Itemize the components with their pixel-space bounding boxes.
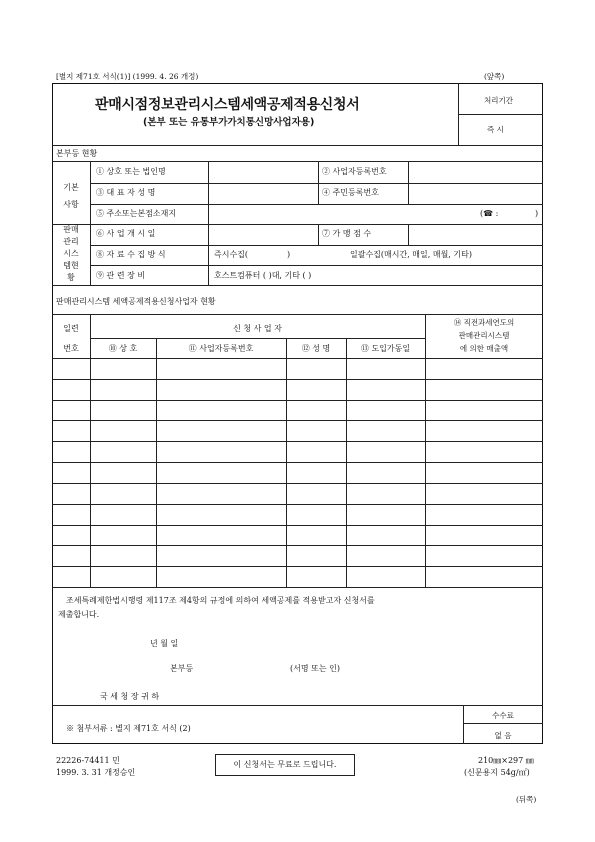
table-row [52,566,543,567]
hq-section-heading: 본부등 현황 [56,149,98,158]
processing-period-value: 즉 시 [487,125,504,134]
table-row [52,420,543,421]
table-row [52,441,543,442]
address-label: ⑤ 주소또는본점소재지 [96,209,177,218]
declaration-line-2: 제출합니다. [58,610,100,619]
applicant-hq-label: 본부등 [170,664,194,673]
table-row [52,483,543,484]
form-subtitle: (본부 또는 유통부가가치통신망사업자용) [143,117,315,128]
realtime-collection-option: 즉시수집( [214,250,249,259]
basic-info-group-label: 기본 사항 [63,183,79,209]
business-reg-number-label: ② 사업자등록번호 [322,167,387,176]
form-title: 판매시점정보관리시스템세액공제적용신청서 [95,97,360,113]
company-name-label: ① 상호 또는 법인명 [96,167,166,176]
free-notice-box [215,754,355,776]
page-side-label: (앞쪽) [484,72,505,81]
approval-date: 1999. 3. 31 개정승인 [56,768,136,777]
paper-type: (신문용지 54g/㎡) [464,768,530,777]
franchise-count-label: ⑦ 가 맹 점 수 [322,229,372,238]
table-row [52,504,543,505]
attachment-note: ※ 첨부서류 : 별지 제71호 서식 (2) [66,724,191,733]
realtime-collection-close: ) [287,250,291,259]
column-name: ⑫ 성 명 [301,344,331,353]
free-notice: 이 신청서는 무료로 드립니다. [233,760,337,769]
applicant-group-header: 신 청 사 업 자 [233,324,282,333]
form-code: 22226-74411 민 [56,756,120,765]
table-row [52,462,543,463]
applicant-section-heading: 판매관리시스템 세액공제적용신청사업자 현황 [56,297,216,306]
addressee: 국 세 청 장 귀 하 [100,692,160,701]
resident-reg-number-label: ④ 주민등록번호 [322,188,379,197]
table-row [52,379,543,380]
batch-collection-option: 일괄수집(매시간, 매일, 매월, 기타) [350,250,472,259]
column-adoption-date: ⑬ 도입가동일 [360,344,411,353]
fee-label: 수수료 [492,711,514,720]
column-prior-year-sales-1: ⑭ 직전과세연도의 [453,318,515,327]
business-start-date-label: ⑥ 사 업 개 시 일 [96,229,156,238]
table-row [52,525,543,526]
data-collection-method-label: ⑧ 자 료 수 집 방 식 [96,250,166,259]
table-row [52,358,543,359]
phone-label: (☎ : [480,209,499,218]
equipment-value: 호스트컴퓨터 ( )대, 기타 ( ) [214,271,312,280]
phone-close: ) [535,209,539,218]
fee-value: 없 음 [494,731,512,740]
signature-label: (서명 또는 인) [290,664,340,673]
column-business-reg-number: ⑪ 사업자등록번호 [188,344,254,353]
serial-number-header-2: 번호 [63,344,79,353]
paper-size: 210㎜×297 ㎜ [478,756,534,765]
related-equipment-label: ⑨ 관 련 장 비 [96,271,146,280]
table-row [52,400,543,401]
column-trade-name: ⑩ 상 호 [108,344,138,353]
declaration-line-1: 조세특례제한법시행령 제117조 제4항의 규정에 의하여 세액공제를 적용받고자 신청서를 [66,596,375,605]
column-prior-year-sales-2: 판매관리시스템 [458,331,510,340]
pos-system-group-label: 판매 관리 시스 템현 황 [63,225,79,282]
column-prior-year-sales-3: 에 의한 매출액 [459,344,509,353]
back-side-label: (뒤쪽) [516,795,537,804]
processing-period-label: 처리기간 [484,96,513,105]
form-reference: [별지 제71호 서식(1)] (1999. 4. 26 개정) [56,72,199,81]
representative-name-label: ③ 대 표 자 성 명 [96,188,156,197]
table-row [52,545,543,546]
serial-number-header-1: 일련 [63,324,79,333]
declaration-date: 년 월 일 [150,639,179,648]
